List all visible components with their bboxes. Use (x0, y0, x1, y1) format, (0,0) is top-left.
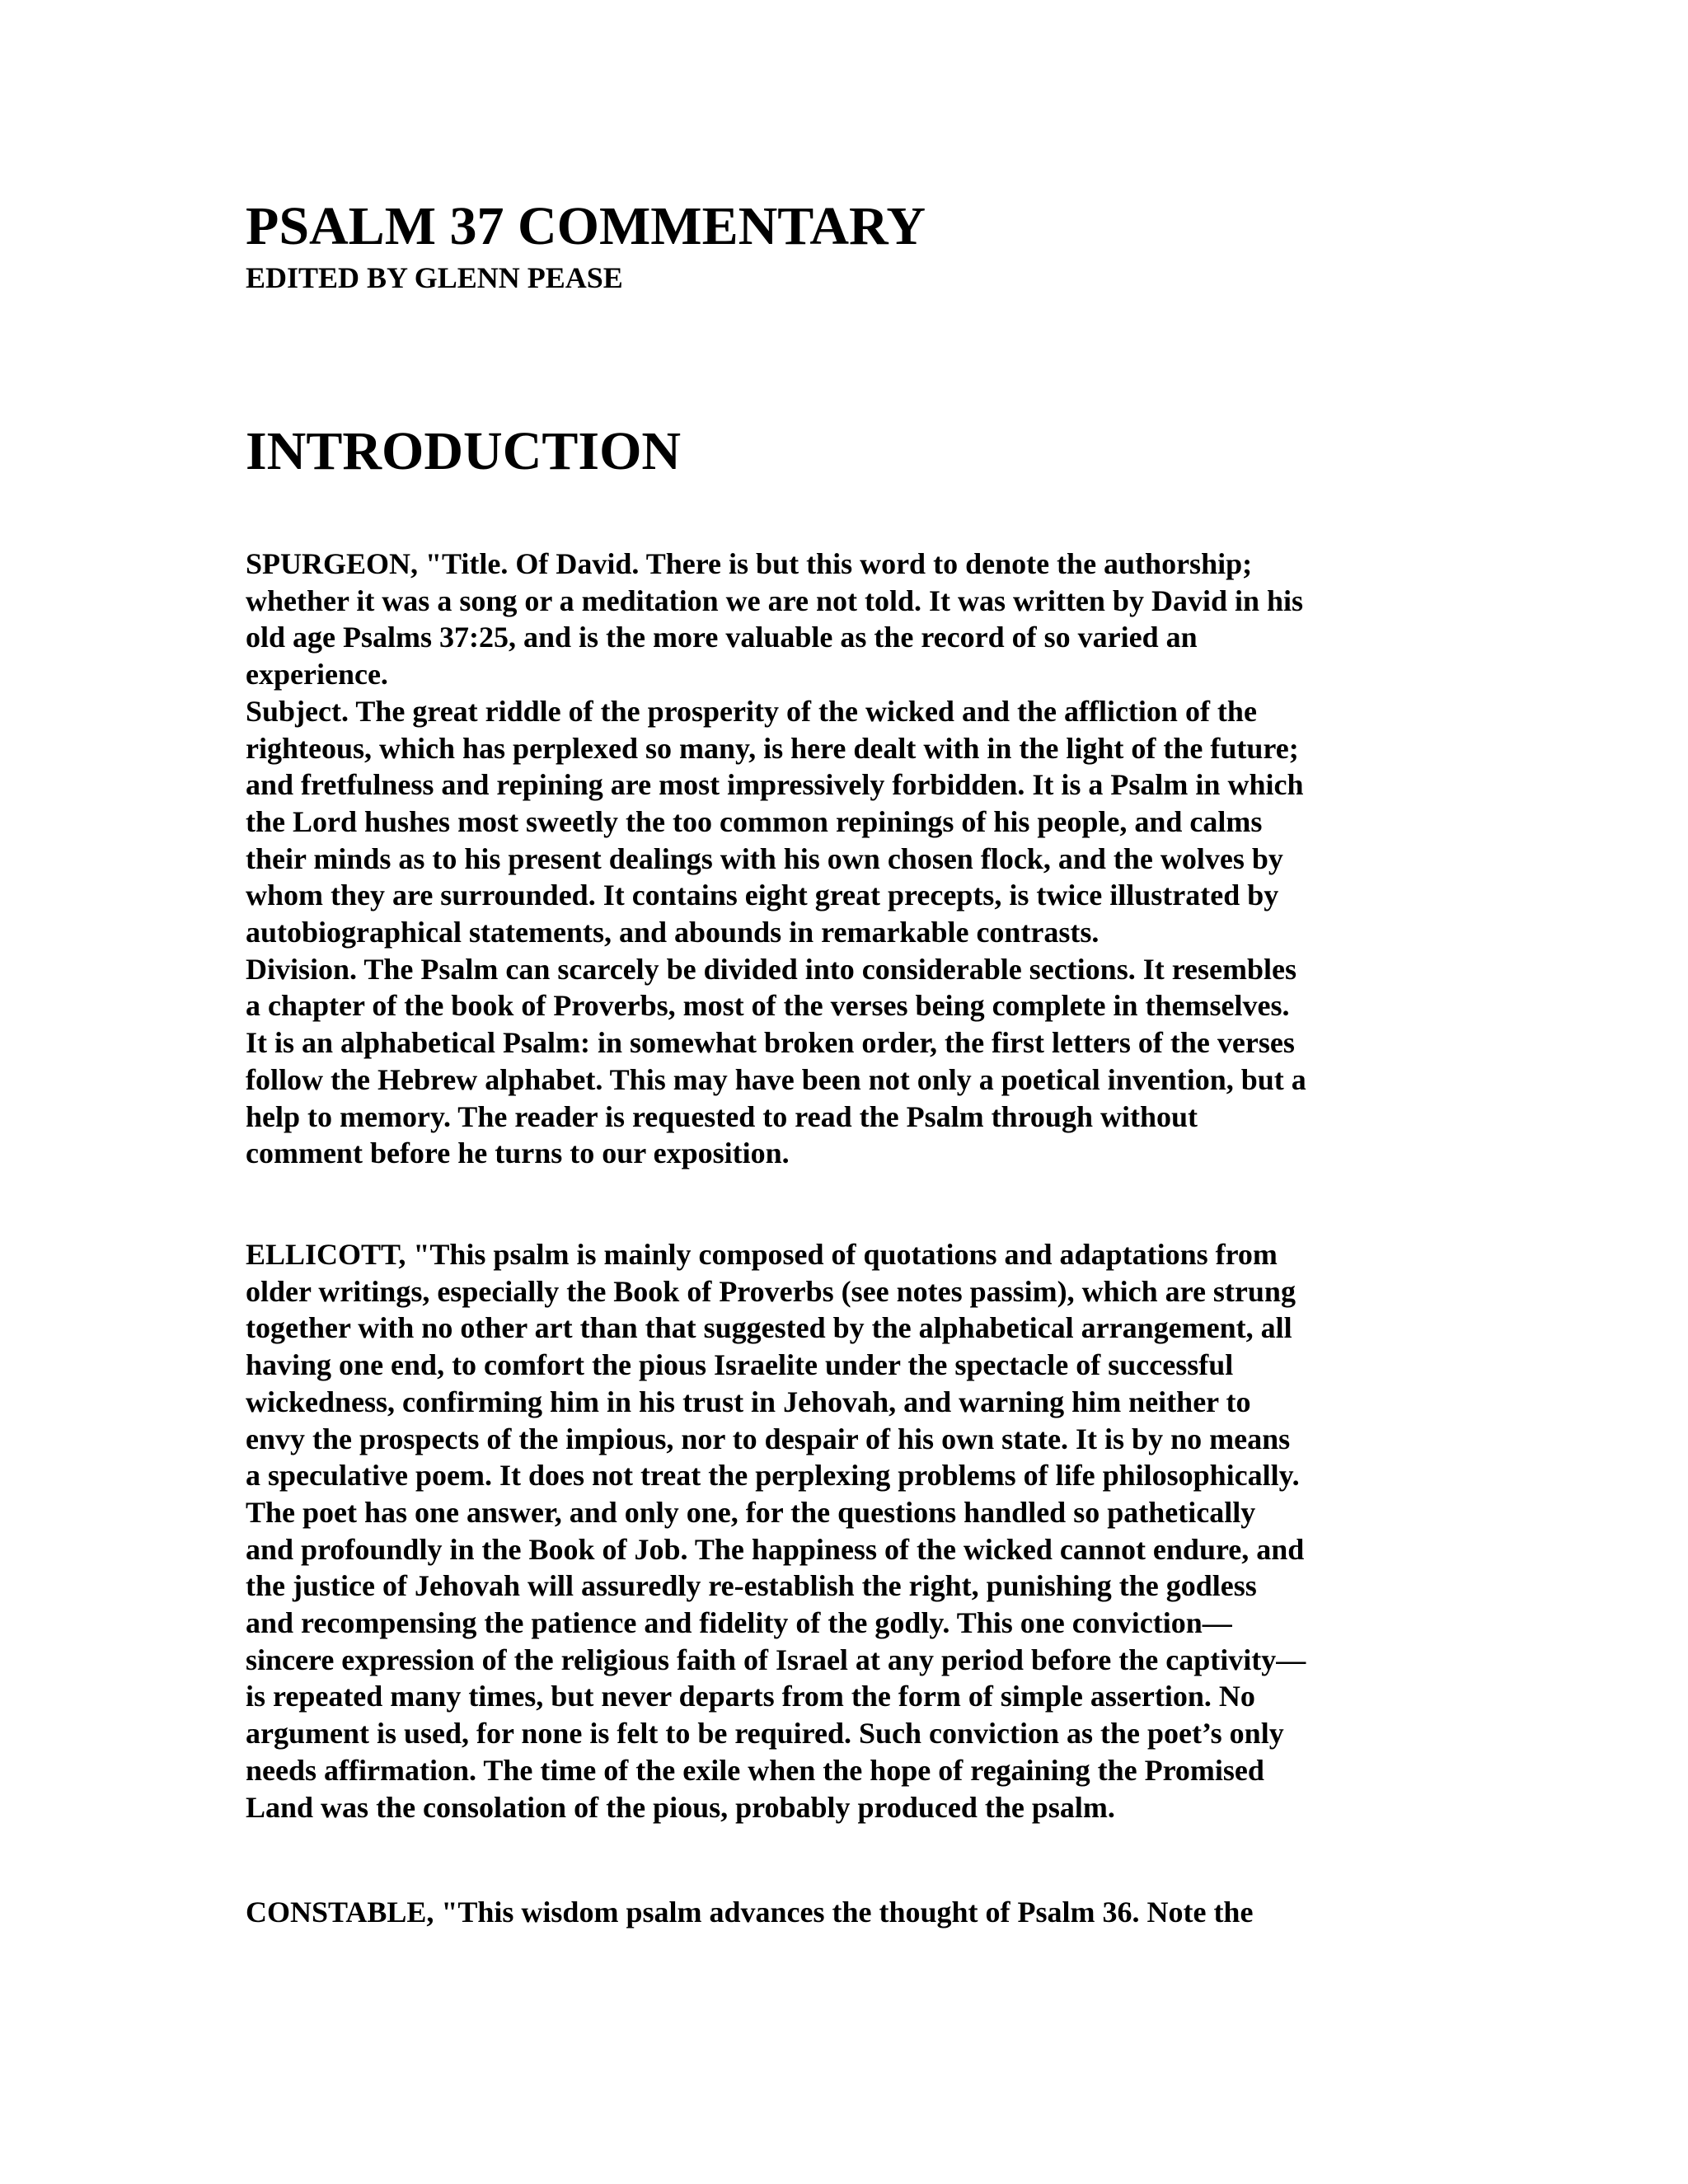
paragraph-line: The poet has one answer, and only one, for the questions handled so pathetically (246, 1495, 1256, 1529)
paragraph-line: and fretfulness and repining are most impressively forbidden. It is a Psalm in which (246, 768, 1304, 802)
paragraph-line: autobiographical statements, and abounds in remarkable contrasts. (246, 916, 1100, 949)
paragraph-line: comment before he turns to our exposition. (246, 1137, 790, 1170)
paragraph-line: argument is used, for none is felt to be required. Such conviction as the poet’s only (246, 1717, 1284, 1750)
paragraph-line: It is an alphabetical Psalm: in somewhat broken order, the first letters of the verses (246, 1026, 1295, 1060)
paragraph-line: whom they are surrounded. It contains eight great precepts, is twice illustrated by (246, 879, 1279, 912)
constable-paragraph (246, 1894, 1253, 1931)
paragraph-line: righteous, which has perplexed so many, is here dealt with in the light of the future; (246, 731, 1299, 765)
spurgeon-paragraph (246, 546, 1306, 1172)
paragraph-line: the justice of Jehovah will assuredly re-establish the right, punishing the godless (246, 1569, 1257, 1603)
paragraph-line: Division. The Psalm can scarcely be divided into considerable sections. It resembles (246, 952, 1296, 986)
paragraph-line: SPURGEON, "Title. Of David. There is but this word to denote the authorship; (246, 547, 1253, 580)
paragraph-line: old age Psalms 37:25, and is the more valuable as the record of so varied an (246, 621, 1198, 654)
page-subtitle: EDITED BY GLENN PEASE (246, 261, 623, 294)
paragraph-line: together with no other art than that suggested by the alphabetical arrangement, all (246, 1311, 1292, 1345)
paragraph-line: CONSTABLE, "This wisdom psalm advances the thought of Psalm 36. Note the (246, 1896, 1254, 1929)
paragraph-line: follow the Hebrew alphabet. This may have been not only a poetical invention, but a (246, 1062, 1306, 1096)
paragraph-line: and profoundly in the Book of Job. The happiness of the wicked cannot endure, and (246, 1532, 1305, 1566)
paragraph-line: having one end, to comfort the pious Israelite under the spectacle of successful (246, 1348, 1234, 1382)
section-heading-introduction: INTRODUCTION (246, 421, 682, 481)
paragraph-line: whether it was a song or a meditation we are not told. It was written by David in his (246, 583, 1304, 617)
paragraph-line: Subject. The great riddle of the prosperity of the wicked and the affliction of the (246, 694, 1257, 728)
paragraph-line: sincere expression of the religious faith of Israel at any period before the captivity— (246, 1643, 1306, 1676)
paragraph-line: their minds as to his present dealings with his own chosen flock, and the wolves by (246, 841, 1283, 875)
paragraph-line: wickedness, confirming him in his trust in Jehovah, and warning him neither to (246, 1385, 1251, 1418)
paragraph-line: older writings, especially the Book of Proverbs (see notes passim), which are strung (246, 1274, 1296, 1308)
paragraph-line: Land was the consolation of the pious, probably produced the psalm. (246, 1790, 1115, 1824)
paragraph-line: and recompensing the patience and fidelity of the godly. This one conviction— (246, 1606, 1232, 1640)
paragraph-line: experience. (246, 658, 388, 691)
paragraph-line: a chapter of the book of Proverbs, most of the verses being complete in themselves. (246, 989, 1290, 1023)
paragraph-line: help to memory. The reader is requested to read the Psalm through without (246, 1099, 1198, 1133)
paragraph-line: a speculative poem. It does not treat the perplexing problems of life philosophically. (246, 1459, 1300, 1493)
paragraph-line: needs affirmation. The time of the exile when the hope of regaining the Promised (246, 1753, 1264, 1787)
page-title: PSALM 37 COMMENTARY (246, 196, 926, 256)
ellicott-paragraph (246, 1236, 1306, 1825)
paragraph-line: is repeated many times, but never departs from the form of simple assertion. No (246, 1680, 1255, 1713)
paragraph-line: the Lord hushes most sweetly the too common repinings of his people, and calms (246, 804, 1263, 838)
paragraph-line: ELLICOTT, "This psalm is mainly composed of quotations and adaptations from (246, 1238, 1278, 1271)
paragraph-line: envy the prospects of the impious, nor to despair of his own state. It is by no means (246, 1422, 1291, 1455)
